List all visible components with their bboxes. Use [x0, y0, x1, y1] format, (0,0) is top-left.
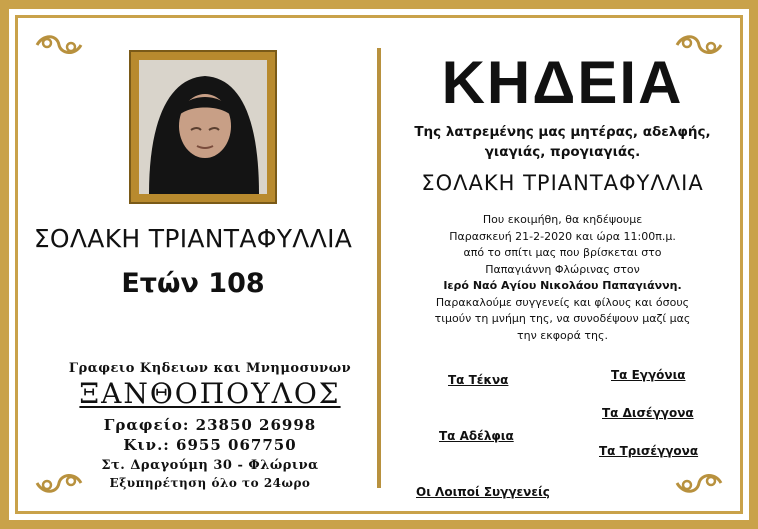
agency-mobile: Κιν.: 6955 067750 [123, 436, 297, 454]
deceased-age: Ετών 108 [121, 268, 265, 299]
agency-address: Στ. Δραγούμη 30 - Φλώρινα [101, 458, 319, 473]
funeral-details [385, 212, 740, 344]
details-line: από το σπίτι μας που βρίσκεται στο [463, 246, 662, 259]
portrait-photo-icon [139, 60, 267, 194]
church-name: Ιερό Ναό Αγίου Νικολάου Παπαγιάννη. [443, 279, 682, 292]
relatives-siblings: Τα Αδέλφια [439, 429, 514, 443]
notice-intro [385, 122, 740, 162]
relatives-great-great-grandchildren: Τα Τρισέγγονα [599, 444, 699, 458]
portrait-photo-frame [131, 52, 275, 202]
deceased-name: ΣΟΛΑΚΗ ΤΡΙΑΝΤΑΦΥΛΛΙΑ [33, 224, 353, 253]
notice-headline: ΚΗΔΕΙΑ [441, 49, 684, 116]
agency-name: ΞΑΝΘΟΠΟΥΛΟΣ [79, 377, 341, 410]
details-line: Που εκοιμήθη, θα κηδέψουμε [482, 213, 643, 226]
relatives-children: Τα Τέκνα [448, 373, 509, 387]
agency-title: Γραφειο Κηδειων και Μνημοσυνων [68, 361, 352, 376]
intro-line: γιαγιάς, προγιαγιάς. [484, 144, 641, 160]
details-line: Παπαγιάννη Φλώρινας στον [485, 262, 640, 276]
deceased-name-heading: ΣΟΛΑΚΗ ΤΡΙΑΝΤΑΦΥΛΛΙΑ [421, 171, 704, 195]
details-line: Παρακαλούμε συγγενείς και φίλους και όσους [435, 295, 690, 309]
intro-line: Της λατρεμένης μας μητέρας, αδελφής, [414, 124, 711, 140]
relatives-great-grandchildren: Τα Δισέγγονα [602, 406, 694, 420]
details-line: τιμούν τη μνήμη της, να συνοδέψουν μαζί μας [434, 312, 691, 325]
relatives-other: Οι Λοιποί Συγγενείς [416, 485, 550, 499]
agency-service-hours: Εξυπηρέτηση όλο το 24ωρο [109, 476, 311, 490]
agency-phone: Γραφείο: 23850 26998 [103, 416, 317, 434]
gold-scroll-ornament-icon [673, 470, 725, 496]
details-line: Παρασκευή 21-2-2020 και ώρα 11:00π.μ. [449, 229, 676, 243]
gold-scroll-ornament-icon [33, 32, 85, 58]
relatives-grandchildren: Τα Εγγόνια [611, 368, 686, 382]
details-line: την εκφορά της. [517, 328, 608, 342]
